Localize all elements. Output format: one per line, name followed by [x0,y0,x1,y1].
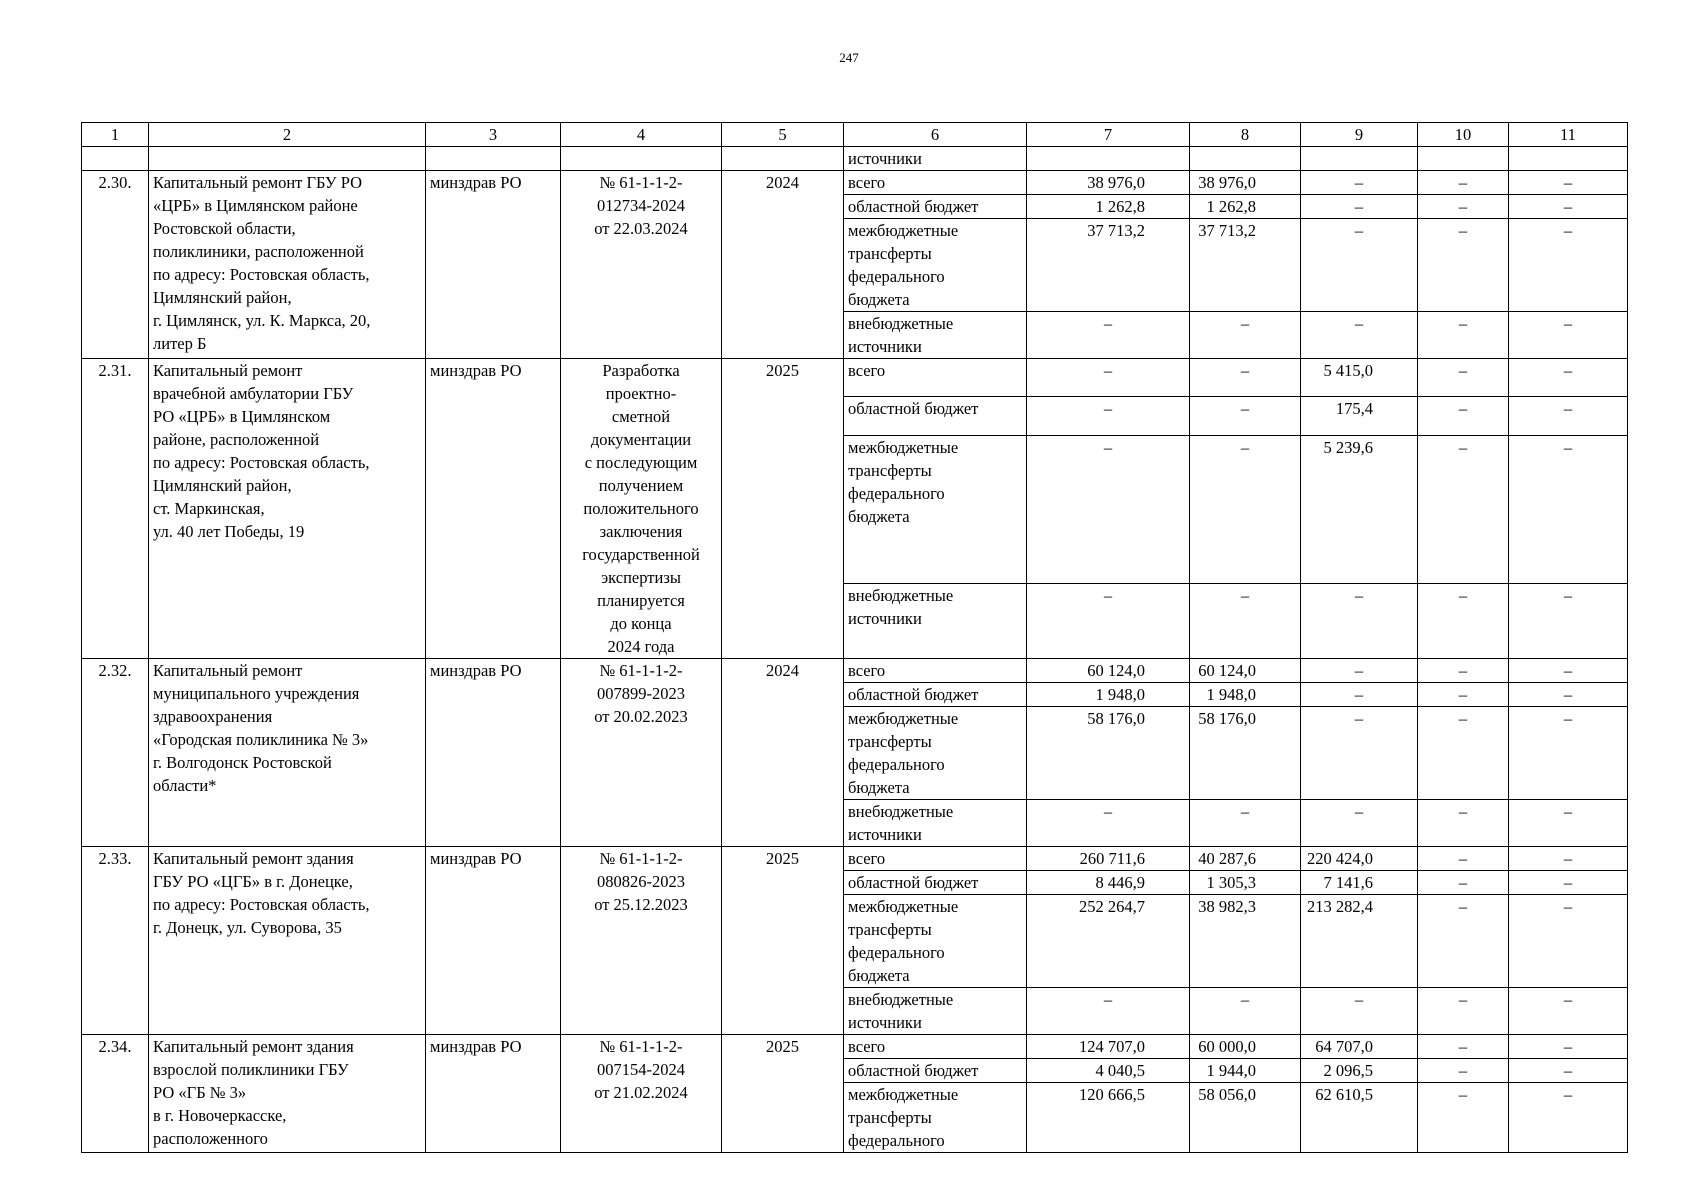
amount-cell: – [1027,988,1190,1035]
item-number: 2.34. [82,1035,149,1153]
empty-cell [149,147,426,171]
amount-cell: 58 176,0 [1190,707,1301,800]
amount-cell: – [1190,583,1301,658]
amount-cell: – [1509,359,1628,397]
amount-cell: – [1418,359,1509,397]
amount-cell: – [1301,707,1418,800]
amount-cell: – [1190,435,1301,583]
amount-cell: – [1509,871,1628,895]
funding-source: межбюджетные трансферты федерального бюджета [844,435,1027,583]
year: 2024 [722,659,844,847]
item-number: 2.32. [82,659,149,847]
amount-cell: – [1418,1035,1509,1059]
empty-cell [1190,147,1301,171]
amount-cell: 58 056,0 [1190,1083,1301,1153]
header-cell: 4 [561,123,722,147]
amount-cell: 2 096,5 [1301,1059,1418,1083]
item-number: 2.30. [82,171,149,359]
responsible-org: минздрав РО [426,1035,561,1153]
amount-cell: – [1301,195,1418,219]
amount-cell: 1 944,0 [1190,1059,1301,1083]
funding-source: межбюджетные трансферты федерального бюджета [844,895,1027,988]
amount-cell: – [1509,195,1628,219]
funding-source: всего [844,171,1027,195]
amount-cell: – [1418,659,1509,683]
header-cell: 2 [149,123,426,147]
empty-cell [426,147,561,171]
amount-cell: – [1509,895,1628,988]
amount-cell: – [1509,435,1628,583]
amount-cell: 62 610,5 [1301,1083,1418,1153]
responsible-org: минздрав РО [426,359,561,659]
amount-cell: 260 711,6 [1027,847,1190,871]
funding-source: межбюджетные трансферты федерального [844,1083,1027,1153]
empty-cell [82,147,149,171]
amount-cell: – [1301,988,1418,1035]
item-number: 2.33. [82,847,149,1035]
source-cell: источники [844,147,1027,171]
amount-cell: – [1190,359,1301,397]
amount-cell: – [1509,171,1628,195]
amount-cell: 5 239,6 [1301,435,1418,583]
document-ref: № 61-1-1-2- 007154-2024 от 21.02.2024 [561,1035,722,1153]
amount-cell: 40 287,6 [1190,847,1301,871]
document-ref: Разработка проектно- сметной документации с последующим получением положительного заключения государственной экспертизы планируется до конца 2024 года [561,359,722,659]
empty-cell [1301,147,1418,171]
header-cell: 6 [844,123,1027,147]
amount-cell: – [1509,683,1628,707]
amount-cell: 1 948,0 [1190,683,1301,707]
funding-source: внебюджетные источники [844,800,1027,847]
amount-cell: – [1509,1035,1628,1059]
amount-cell: – [1418,800,1509,847]
table-row [82,359,1628,397]
header-cell: 11 [1509,123,1628,147]
amount-cell: – [1418,435,1509,583]
funding-source: областной бюджет [844,683,1027,707]
funding-source: областной бюджет [844,195,1027,219]
amount-cell: – [1301,171,1418,195]
amount-cell: – [1027,359,1190,397]
empty-cell [722,147,844,171]
amount-cell: – [1027,583,1190,658]
amount-cell: – [1190,312,1301,359]
empty-cell [1509,147,1628,171]
funding-source: всего [844,1035,1027,1059]
funding-source: внебюджетные источники [844,583,1027,658]
header-row [82,123,1628,147]
amount-cell: 38 976,0 [1190,171,1301,195]
amount-cell: 220 424,0 [1301,847,1418,871]
year: 2025 [722,847,844,1035]
funding-source: всего [844,359,1027,397]
funding-source: областной бюджет [844,871,1027,895]
amount-cell: 7 141,6 [1301,871,1418,895]
amount-cell: – [1418,583,1509,658]
continuation-row [82,147,1628,171]
empty-cell [1418,147,1509,171]
header-cell: 3 [426,123,561,147]
amount-cell: – [1509,800,1628,847]
amount-cell: – [1418,707,1509,800]
amount-cell: – [1418,171,1509,195]
header-cell: 10 [1418,123,1509,147]
header-cell: 1 [82,123,149,147]
amount-cell: 1 262,8 [1027,195,1190,219]
amount-cell: – [1509,847,1628,871]
header-cell: 8 [1190,123,1301,147]
amount-cell: 124 707,0 [1027,1035,1190,1059]
responsible-org: минздрав РО [426,659,561,847]
amount-cell: – [1027,312,1190,359]
item-name: Капитальный ремонт здания ГБУ РО «ЦГБ» в г. Донецке, по адресу: Ростовская область, г. Донецк, ул. Суворова, 35 [149,847,426,1035]
amount-cell: 60 124,0 [1027,659,1190,683]
amount-cell: 213 282,4 [1301,895,1418,988]
funding-source: внебюджетные источники [844,988,1027,1035]
amount-cell: – [1509,1083,1628,1153]
amount-cell: – [1418,312,1509,359]
item-name: Капитальный ремонт врачебной амбулатории ГБУ РО «ЦРБ» в Цимлянском районе, расположенной по адресу: Ростовская область, Цимлянский район, ст. Маркинская, ул. 40 лет Победы, 19 [149,359,426,659]
amount-cell: 37 713,2 [1190,219,1301,312]
amount-cell: 64 707,0 [1301,1035,1418,1059]
amount-cell: – [1509,312,1628,359]
amount-cell: – [1301,583,1418,658]
amount-cell: – [1418,847,1509,871]
amount-cell: – [1509,707,1628,800]
amount-cell: – [1509,397,1628,435]
amount-cell: – [1301,683,1418,707]
funding-source: всего [844,659,1027,683]
amount-cell: – [1027,435,1190,583]
amount-cell: – [1418,871,1509,895]
amount-cell: – [1509,1059,1628,1083]
amount-cell: – [1301,800,1418,847]
amount-cell: 5 415,0 [1301,359,1418,397]
amount-cell: – [1418,219,1509,312]
amount-cell: 252 264,7 [1027,895,1190,988]
amount-cell: – [1509,219,1628,312]
table-row [82,171,1628,195]
item-name: Капитальный ремонт ГБУ РО «ЦРБ» в Цимлянском районе Ростовской области, поликлиники, расположенной по адресу: Ростовская область, Цимлянский район, г. Цимлянск, ул. К. Маркса, 20, литер Б [149,171,426,359]
amount-cell: 37 713,2 [1027,219,1190,312]
table-row [82,1035,1628,1059]
amount-cell: – [1190,800,1301,847]
amount-cell: – [1509,988,1628,1035]
amount-cell: – [1509,659,1628,683]
amount-cell: 60 124,0 [1190,659,1301,683]
item-name: Капитальный ремонт здания взрослой поликлиники ГБУ РО «ГБ № 3» в г. Новочеркасске, расположенного [149,1035,426,1153]
funding-source: областной бюджет [844,1059,1027,1083]
document-ref: № 61-1-1-2- 012734-2024 от 22.03.2024 [561,171,722,359]
empty-cell [561,147,722,171]
responsible-org: минздрав РО [426,171,561,359]
amount-cell: 38 976,0 [1027,171,1190,195]
amount-cell: 38 982,3 [1190,895,1301,988]
table-row [82,659,1628,683]
amount-cell: 8 446,9 [1027,871,1190,895]
document-ref: № 61-1-1-2- 007899-2023 от 20.02.2023 [561,659,722,847]
amount-cell: – [1509,583,1628,658]
amount-cell: – [1418,683,1509,707]
amount-cell: – [1027,800,1190,847]
amount-cell: – [1418,397,1509,435]
header-cell: 9 [1301,123,1418,147]
amount-cell: – [1027,397,1190,435]
funding-source: внебюджетные источники [844,312,1027,359]
amount-cell: 120 666,5 [1027,1083,1190,1153]
funding-source: межбюджетные трансферты федерального бюджета [844,707,1027,800]
table-row [82,847,1628,871]
financing-table [81,122,1628,1153]
year: 2025 [722,359,844,659]
amount-cell: – [1301,659,1418,683]
item-number: 2.31. [82,359,149,659]
amount-cell: – [1418,1059,1509,1083]
amount-cell: 4 040,5 [1027,1059,1190,1083]
amount-cell: 1 262,8 [1190,195,1301,219]
funding-source: всего [844,847,1027,871]
amount-cell: – [1418,988,1509,1035]
amount-cell: 1 305,3 [1190,871,1301,895]
amount-cell: – [1301,219,1418,312]
amount-cell: 58 176,0 [1027,707,1190,800]
amount-cell: – [1418,1083,1509,1153]
amount-cell: – [1418,895,1509,988]
amount-cell: – [1301,312,1418,359]
amount-cell: 60 000,0 [1190,1035,1301,1059]
amount-cell: – [1190,988,1301,1035]
item-name: Капитальный ремонт муниципального учреждения здравоохранения «Городская поликлиника № 3» г. Волгодонск Ростовской области* [149,659,426,847]
empty-cell [1027,147,1190,171]
amount-cell: 175,4 [1301,397,1418,435]
amount-cell: – [1190,397,1301,435]
year: 2025 [722,1035,844,1153]
amount-cell: – [1418,195,1509,219]
amount-cell: 1 948,0 [1027,683,1190,707]
header-cell: 7 [1027,123,1190,147]
funding-source: межбюджетные трансферты федерального бюджета [844,219,1027,312]
year: 2024 [722,171,844,359]
header-cell: 5 [722,123,844,147]
document-ref: № 61-1-1-2- 080826-2023 от 25.12.2023 [561,847,722,1035]
page-number: 247 [839,50,859,65]
responsible-org: минздрав РО [426,847,561,1035]
funding-source: областной бюджет [844,397,1027,435]
